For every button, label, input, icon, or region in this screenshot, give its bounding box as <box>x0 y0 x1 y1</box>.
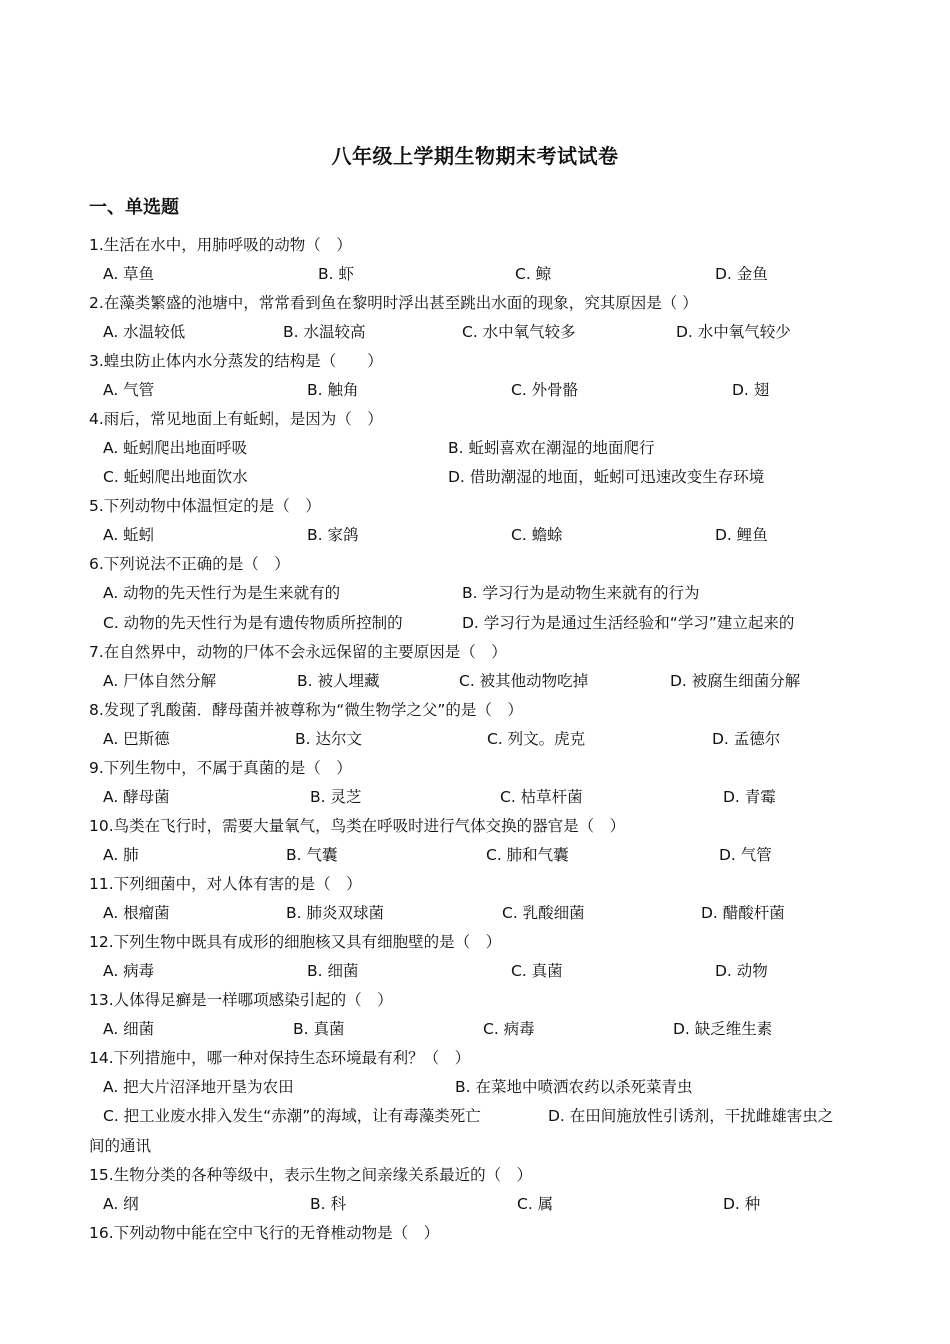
q13-option-d: D. 缺乏维生素 <box>673 1020 773 1038</box>
q7-option-c: C. 被其他动物吃掉 <box>459 672 589 690</box>
question-11: 11.下列细菌中，对人体有害的是（ ） <box>89 875 362 893</box>
q14-option-d: D. 在田间施放性引诱剂，干扰雌雄害虫之 <box>548 1107 834 1125</box>
question-13: 13.人体得足癣是一样哪项感染引起的（ ） <box>89 991 393 1009</box>
q3-option-d: D. 翅 <box>732 381 770 399</box>
q3-option-a: A. 气管 <box>103 381 155 399</box>
question-2: 2.在藻类繁盛的池塘中，常常看到鱼在黎明时浮出甚至跳出水面的现象，究其原因是（ ） <box>89 294 698 312</box>
q5-option-d: D. 鲤鱼 <box>715 526 768 544</box>
page-title: 八年级上学期生物期末考试试卷 <box>331 144 619 168</box>
question-1: 1.生活在水中，用肺呼吸的动物（ ） <box>89 236 352 254</box>
q12-option-b: B. 细菌 <box>307 962 359 980</box>
q7-option-d: D. 被腐生细菌分解 <box>670 672 801 690</box>
q1-option-b: B. 虾 <box>318 265 354 283</box>
q15-option-a: A. 纲 <box>103 1195 139 1213</box>
question-14: 14.下列措施中，哪一种对保持生态环境最有利？（ ） <box>89 1049 471 1067</box>
q12-option-c: C. 真菌 <box>511 962 563 980</box>
q4-option-a: A. 蚯蚓爬出地面呼吸 <box>103 439 248 457</box>
q8-option-d: D. 孟德尔 <box>712 730 781 748</box>
question-8: 8.发现了乳酸菌．酵母菌并被尊称为“微生物学之父”的是（ ） <box>89 701 523 719</box>
q8-option-b: B. 达尔文 <box>295 730 362 748</box>
q10-option-d: D. 气管 <box>719 846 772 864</box>
q3-option-c: C. 外骨骼 <box>511 381 579 399</box>
q9-option-d: D. 青霉 <box>723 788 776 806</box>
q13-option-a: A. 细菌 <box>103 1020 155 1038</box>
q7-option-a: A. 尸体自然分解 <box>103 672 217 690</box>
q2-option-d: D. 水中氧气较少 <box>676 323 791 341</box>
q9-option-b: B. 灵芝 <box>310 788 362 806</box>
q9-option-c: C. 枯草杆菌 <box>500 788 583 806</box>
q5-option-a: A. 蚯蚓 <box>103 526 155 544</box>
question-16: 16.下列动物中能在空中飞行的无脊椎动物是（ ） <box>89 1224 440 1242</box>
q2-option-c: C. 水中氧气较多 <box>462 323 576 341</box>
question-3: 3.蝗虫防止体内水分蒸发的结构是（ ） <box>89 352 383 370</box>
question-4: 4.雨后，常见地面上有蚯蚓，是因为（ ） <box>89 410 383 428</box>
q2-option-b: B. 水温较高 <box>283 323 366 341</box>
q14-option-a: A. 把大片沼泽地开垦为农田 <box>103 1078 294 1096</box>
q3-option-b: B. 触角 <box>307 381 359 399</box>
q6-option-c: C. 动物的先天性行为是有遗传物质所控制的 <box>103 614 403 632</box>
q11-option-b: B. 肺炎双球菌 <box>286 904 384 922</box>
q12-option-a: A. 病毒 <box>103 962 155 980</box>
q13-option-c: C. 病毒 <box>483 1020 535 1038</box>
q4-option-d: D. 借助潮湿的地面，蚯蚓可迅速改变生存环境 <box>448 468 765 486</box>
q1-option-d: D. 金鱼 <box>715 265 768 283</box>
q10-option-c: C. 肺和气囊 <box>486 846 569 864</box>
q5-option-b: B. 家鸽 <box>307 526 359 544</box>
q11-option-d: D. 醋酸杆菌 <box>701 904 785 922</box>
q12-option-d: D. 动物 <box>715 962 768 980</box>
question-15: 15.生物分类的各种等级中，表示生物之间亲缘关系最近的（ ） <box>89 1166 533 1184</box>
question-12: 12.下列生物中既具有成形的细胞核又具有细胞壁的是（ ） <box>89 933 502 951</box>
q8-option-c: C. 列文。虎克 <box>487 730 586 748</box>
question-7: 7.在自然界中，动物的尸体不会永远保留的主要原因是（ ） <box>89 643 507 661</box>
q11-option-a: A. 根瘤菌 <box>103 904 170 922</box>
q7-option-b: B. 被人埋藏 <box>297 672 380 690</box>
q13-option-b: B. 真菌 <box>293 1020 345 1038</box>
q4-option-b: B. 蚯蚓喜欢在潮湿的地面爬行 <box>448 439 655 457</box>
q6-option-a: A. 动物的先天性行为是生来就有的 <box>103 584 341 602</box>
question-6: 6.下列说法不正确的是（ ） <box>89 555 290 573</box>
q11-option-c: C. 乳酸细菌 <box>502 904 585 922</box>
q8-option-a: A. 巴斯德 <box>103 730 170 748</box>
q14-option-d-continuation: 间的通讯 <box>89 1137 152 1155</box>
q10-option-b: B. 气囊 <box>286 846 338 864</box>
q6-option-b: B. 学习行为是动物生来就有的行为 <box>462 584 700 602</box>
q6-option-d: D. 学习行为是通过生活经验和“学习”建立起来的 <box>462 614 795 632</box>
question-9: 9.下列生物中，不属于真菌的是（ ） <box>89 759 352 777</box>
question-5: 5.下列动物中体温恒定的是（ ） <box>89 497 321 515</box>
q15-option-d: D. 种 <box>723 1195 761 1213</box>
q4-option-c: C. 蚯蚓爬出地面饮水 <box>103 468 248 486</box>
q9-option-a: A. 酵母菌 <box>103 788 170 806</box>
q10-option-a: A. 肺 <box>103 846 139 864</box>
section-heading: 一、单选题 <box>89 197 179 218</box>
q15-option-c: C. 属 <box>517 1195 554 1213</box>
q15-option-b: B. 科 <box>310 1195 346 1213</box>
q14-option-b: B. 在菜地中喷洒农药以杀死菜青虫 <box>455 1078 693 1096</box>
q1-option-c: C. 鲸 <box>515 265 552 283</box>
q1-option-a: A. 草鱼 <box>103 265 155 283</box>
q14-option-c: C. 把工业废水排入发生“赤潮”的海域，让有毒藻类死亡 <box>103 1107 481 1125</box>
q2-option-a: A. 水温较低 <box>103 323 186 341</box>
question-10: 10.鸟类在飞行时，需要大量氧气，鸟类在呼吸时进行气体交换的器官是（ ） <box>89 817 626 835</box>
q5-option-c: C. 蟾蜍 <box>511 526 563 544</box>
